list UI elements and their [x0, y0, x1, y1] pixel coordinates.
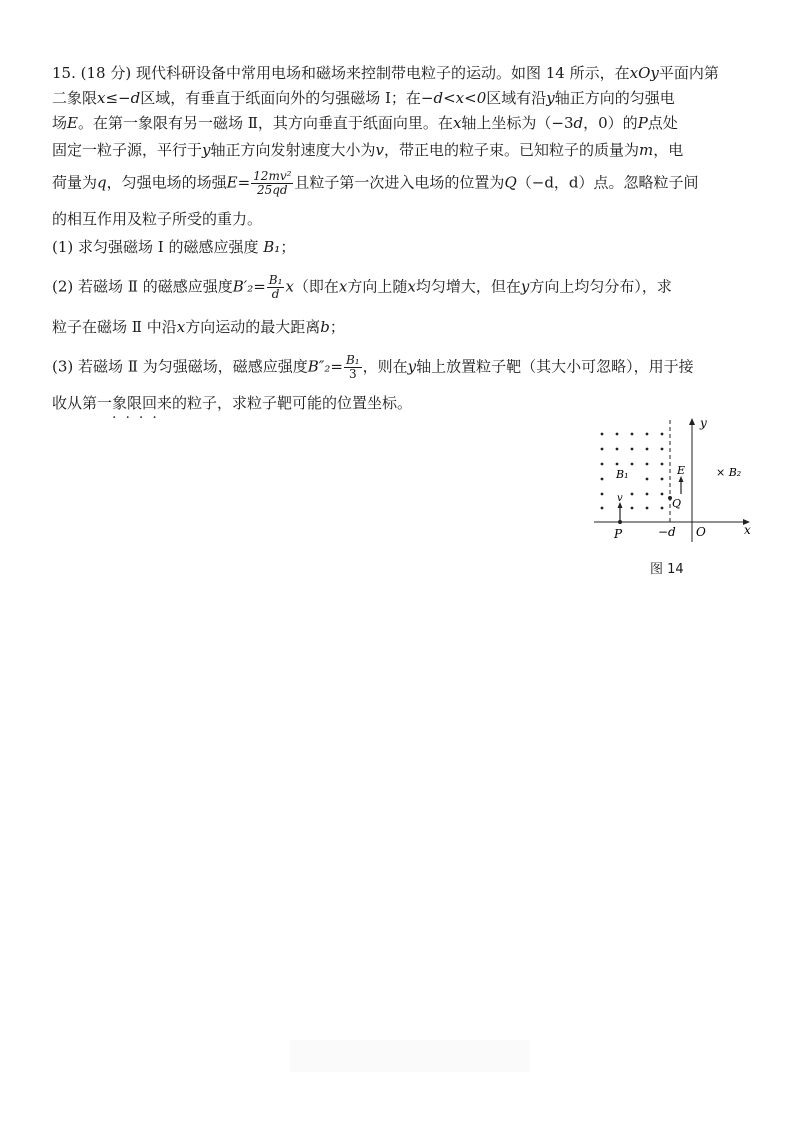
text-segment: 轴正方向的匀强电 [554, 89, 675, 107]
label-x: x [744, 523, 751, 537]
point-p-marker [618, 520, 622, 524]
var-Q: Q [504, 173, 517, 192]
var-B2-double-prime: B″₂ [307, 357, 331, 376]
text-segment: 轴上放置粒子靶（其大小可忽略），用于接 [416, 357, 694, 376]
label-q: Q [672, 497, 682, 510]
question-2 [52, 274, 672, 301]
text-segment: 固定一粒子源，平行于 [52, 141, 203, 159]
var-q: q [97, 173, 107, 192]
text-segment: ，则在 [362, 357, 408, 376]
var-d: d [573, 114, 584, 132]
question-label: (1) [52, 238, 74, 256]
label-v: v [617, 493, 623, 504]
fraction-denominator: d [271, 287, 280, 301]
text-segment: （即在 [293, 277, 339, 296]
text-segment: 轴上坐标为（−3 [461, 114, 574, 132]
var-E: E [226, 173, 238, 192]
figure-14 [588, 414, 758, 544]
equals-sign: = [237, 173, 251, 192]
problem-line-6 [52, 208, 262, 230]
fraction-numerator: B₁ [345, 353, 360, 367]
field-strength-fraction [251, 170, 293, 197]
var-y: y [202, 141, 211, 159]
var-range: −d<x<0 [420, 89, 487, 107]
text-segment: 方向上均匀分布），求 [529, 277, 672, 296]
question-3 [52, 354, 694, 381]
question-3-line-2 [52, 392, 412, 414]
field-b1-dots [601, 433, 664, 510]
text-segment: 收从第一象限回来的粒子，求粒子靶可能的位置坐标。 [52, 394, 413, 412]
problem-line-2 [52, 87, 675, 109]
fraction-numerator: 12mv² [253, 169, 292, 183]
label-p: P [614, 527, 623, 541]
var-x: x [285, 277, 294, 296]
label-minus-d: −d [658, 525, 676, 539]
text-segment: 求匀强磁场 Ⅰ 的磁感应强度 [78, 238, 259, 256]
var-x: x [452, 114, 462, 132]
text-segment: ； [329, 318, 345, 336]
text-segment: 的相互作用及粒子所受的重力。 [52, 210, 263, 228]
var-x: x [338, 277, 348, 296]
b2-double-prime-fraction [344, 354, 362, 381]
fraction-denominator: 25qd [256, 183, 288, 197]
text-segment: ，0）的 [583, 114, 638, 132]
text-segment: ，带正电的粒子束。已知粒子的质量为 [384, 141, 640, 159]
fraction-numerator: B₁ [268, 273, 283, 287]
problem-line-1 [52, 62, 719, 84]
problem-line-4 [52, 139, 683, 161]
text-segment: 若磁场 Ⅱ 的磁感应强度 [78, 277, 233, 296]
text-segment: 轴正方向发射速度大小为 [210, 141, 376, 159]
text-segment: 且粒子第一次进入电场的位置为 [294, 173, 505, 192]
text-segment: 方向运动的最大距离 [185, 318, 321, 336]
fraction-denominator: 3 [348, 367, 357, 381]
text-segment: ，匀强电场的场强 [106, 173, 227, 192]
var-b: b [320, 318, 330, 336]
var-B2-prime: B′₂ [232, 277, 254, 296]
problem-number: 15. [52, 64, 76, 82]
text-segment: 方向上随 [347, 277, 408, 296]
equals-sign: = [330, 357, 343, 376]
problem-line-5 [52, 170, 699, 197]
b2-prime-fraction [267, 274, 285, 301]
label-b1: B₁ [616, 468, 629, 481]
var-y: y [520, 277, 530, 296]
problem-line-3 [52, 112, 678, 134]
text-segment: 区域，有垂直于纸面向外的匀强磁场 Ⅰ；在 [140, 89, 421, 107]
label-e: E [677, 464, 686, 477]
var-xoy: xOy [629, 64, 659, 82]
y-axis-arrow-icon [689, 418, 695, 425]
equals-sign: = [253, 277, 266, 296]
text-segment: 。在第一象限有另一磁场 Ⅱ，其方向垂直于纸面向里。在 [77, 114, 453, 132]
question-label: (2) [52, 277, 74, 296]
text-segment: 区域有沿 [486, 89, 547, 107]
var-m: m [639, 141, 654, 159]
var-y: y [407, 357, 417, 376]
text-segment: 点处 [647, 114, 678, 132]
text-segment: 粒子在磁场 Ⅱ 中沿 [52, 318, 177, 336]
text-segment: ； [280, 238, 296, 256]
text-segment: 平面内第 [658, 64, 719, 82]
label-b2: × B₂ [716, 466, 742, 479]
text-segment: 荷量为 [52, 173, 98, 192]
figure-caption: 图 14 [650, 562, 684, 577]
emphasis-dots: ···· [112, 410, 166, 426]
var-B1: B₁ [263, 238, 281, 256]
var-x: x [407, 277, 416, 296]
text-segment: 场 [52, 114, 68, 132]
scan-artifact [290, 1040, 530, 1072]
text-segment: 现代科研设备中常用电场和磁场来控制带电粒子的运动。如图 14 所示，在 [135, 64, 630, 82]
text-segment: 二象限 [52, 89, 98, 107]
label-y: y [700, 416, 707, 430]
question-label: (3) [52, 357, 74, 376]
label-origin: O [696, 525, 706, 539]
var-v: v [375, 141, 384, 159]
var-E: E [67, 114, 78, 132]
var-x: x [176, 318, 186, 336]
question-1 [52, 236, 295, 258]
problem-points: (18 分) [80, 64, 132, 82]
text-segment: 若磁场 Ⅱ 为匀强磁场，磁感应强度 [78, 357, 308, 376]
text-segment: 均匀增大，但在 [415, 277, 521, 296]
var-ineq: x≤−d [97, 89, 141, 107]
var-P: P [637, 114, 648, 132]
text-segment: ，电 [653, 141, 684, 159]
question-2-line-2 [52, 316, 345, 338]
var-y: y [546, 89, 555, 107]
text-segment: （−d，d）点。忽略粒子间 [516, 173, 699, 192]
field-diagram [588, 414, 758, 544]
